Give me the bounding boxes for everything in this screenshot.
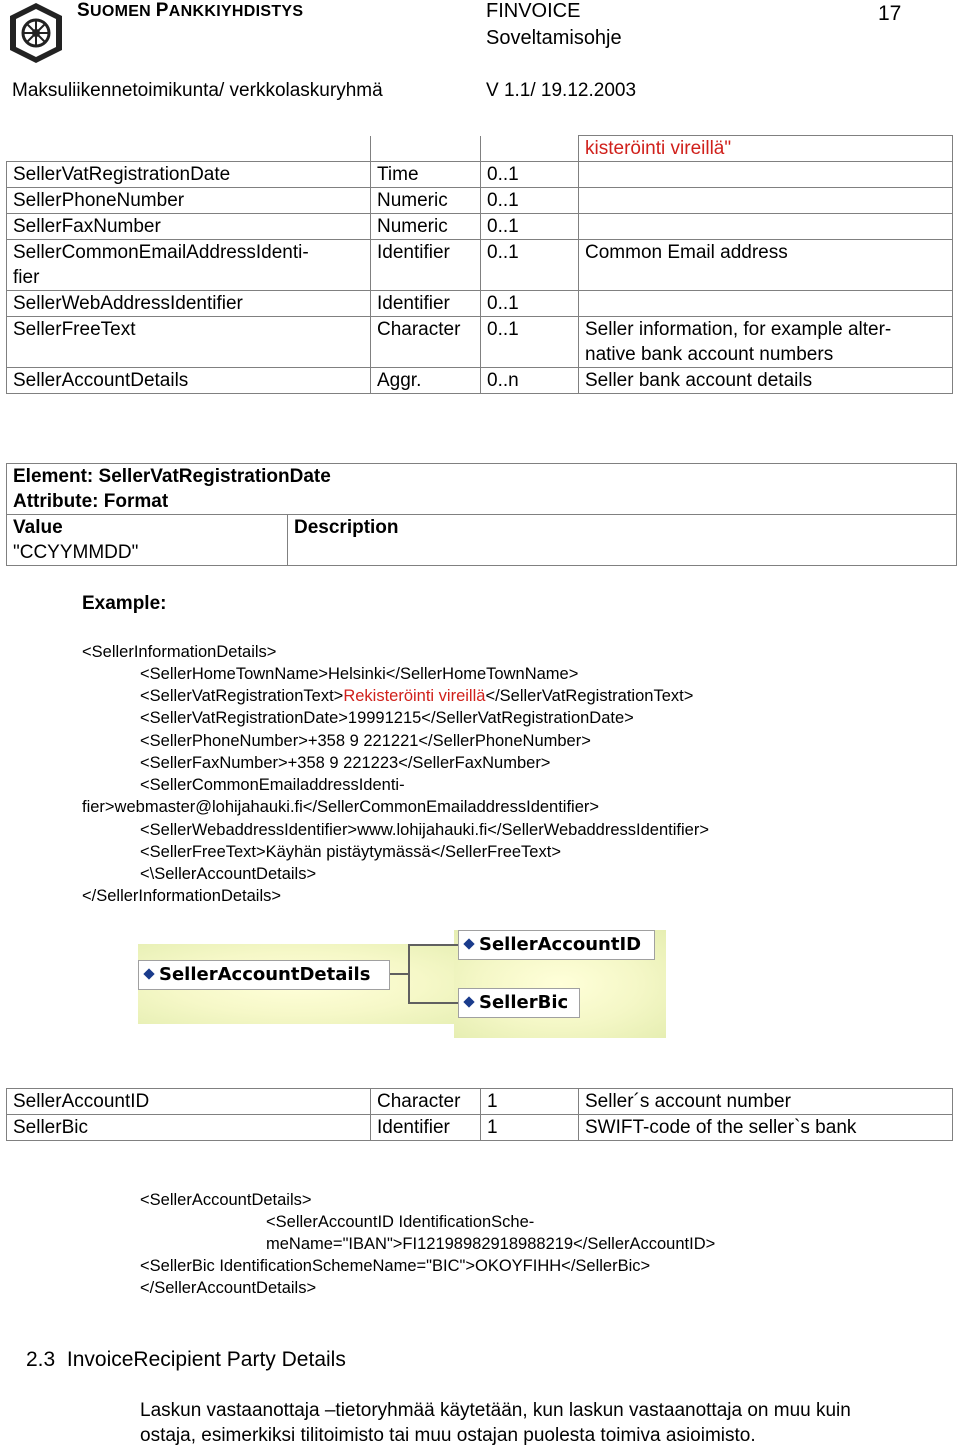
description-cell: SWIFT-code of the seller`s bank xyxy=(579,1115,953,1141)
table-row xyxy=(7,1089,953,1115)
section-paragraph: Laskun vastaanottaja –tietoryhmää käytetään, kun laskun vastaanottaja on muu kuin ostaja, esimerkiksi tilitoimisto tai muu ostajan puolesta toimiva asioimisto. xyxy=(140,1400,851,1446)
type-cell: Identifier xyxy=(371,240,481,291)
element-node-icon xyxy=(463,996,474,1007)
table-row xyxy=(7,291,953,317)
attribute-label: Attribute: Format xyxy=(7,489,957,515)
type-cell: Identifier xyxy=(371,291,481,317)
type-cell: Aggr. xyxy=(371,368,481,394)
type-cell: Time xyxy=(371,162,481,188)
diagram-node-child: SellerAccountID xyxy=(458,930,655,960)
example-line: <SellerVatRegistrationDate>19991215</SellerVatRegistrationDate> xyxy=(140,709,634,727)
account-example-line: <SellerAccountDetails> xyxy=(140,1191,312,1209)
section-heading: 2.3 InvoiceRecipient Party Details xyxy=(26,1348,346,1371)
committee-name: Maksuliikennetoimikunta/ verkkolaskuryhmä xyxy=(12,80,383,101)
description-header: Description xyxy=(288,515,957,541)
example-line: <SellerFreeText>Käyhän pistäytymässä</SellerFreeText> xyxy=(140,843,561,861)
example-line: <\SellerAccountDetails> xyxy=(140,865,317,883)
occurrence-cell: 0..n xyxy=(481,368,579,394)
occurrence-cell: 1 xyxy=(481,1089,579,1115)
example-line: <SellerVatRegistrationText>Rekisteröinti vireillä</SellerVatRegistrationText> xyxy=(140,687,694,705)
example-line: <SellerWebaddressIdentifier>www.lohijahauki.fi</SellerWebaddressIdentifier> xyxy=(140,821,709,839)
table-row xyxy=(7,317,953,368)
table-row xyxy=(7,188,953,214)
occurrence-cell: 0..1 xyxy=(481,291,579,317)
type-cell: Identifier xyxy=(371,1115,481,1141)
element-attribute-table xyxy=(6,463,957,566)
format-value: "CCYYMMDD" xyxy=(7,540,288,566)
example-line: <SellerPhoneNumber>+358 9 221221</SellerPhoneNumber> xyxy=(140,732,591,750)
description-cell: Seller´s account number xyxy=(579,1089,953,1115)
occurrence-cell: 1 xyxy=(481,1115,579,1141)
description-cell xyxy=(579,291,953,317)
table-row xyxy=(7,214,953,240)
example-line: fier>webmaster@lohijahauki.fi</SellerCommonEmailaddressIdentifier> xyxy=(82,798,600,816)
description-cell xyxy=(579,162,953,188)
occurrence-cell: 0..1 xyxy=(481,240,579,291)
description-cell xyxy=(579,188,953,214)
account-example-line: </SellerAccountDetails> xyxy=(140,1279,317,1297)
table-row xyxy=(7,162,953,188)
type-cell: Numeric xyxy=(371,188,481,214)
element-label: Element: SellerVatRegistrationDate xyxy=(7,464,957,490)
field-name-cell: SellerVatRegistrationDate xyxy=(7,162,371,188)
description-cell: kisteröinti vireillä" xyxy=(579,136,953,162)
field-name-cell: SellerBic xyxy=(7,1115,371,1141)
occurrence-cell: 0..1 xyxy=(481,214,579,240)
element-node-icon xyxy=(463,938,474,949)
schema-diagram xyxy=(138,930,666,1038)
diagram-node-child: SellerBic xyxy=(458,988,580,1018)
description-cell: Common Email address xyxy=(579,240,953,291)
example-line: <SellerHomeTownName>Helsinki</SellerHomeTownName> xyxy=(140,665,579,683)
example-line: <SellerFaxNumber>+358 9 221223</SellerFaxNumber> xyxy=(140,754,551,772)
account-example-line: <SellerBic IdentificationSchemeName="BIC">OKOYFIHH</SellerBic> xyxy=(140,1257,651,1275)
value-header: Value xyxy=(7,515,288,541)
field-name-cell: SellerPhoneNumber xyxy=(7,188,371,214)
table-row xyxy=(7,368,953,394)
page-number: 17 xyxy=(878,2,902,25)
table-row xyxy=(7,136,953,162)
description-cell xyxy=(579,214,953,240)
field-name-cell: SellerAccountID xyxy=(7,1089,371,1115)
description-cell: Seller bank account details xyxy=(579,368,953,394)
example-label: Example: xyxy=(82,593,167,614)
type-cell: Numeric xyxy=(371,214,481,240)
document-subtitle: Soveltamisohje xyxy=(486,27,622,49)
example-line: </SellerInformationDetails> xyxy=(82,887,282,905)
bank-association-logo xyxy=(8,2,64,64)
field-name-cell: SellerFreeText xyxy=(7,317,371,368)
account-example-line: <SellerAccountID IdentificationSche- xyxy=(266,1213,535,1231)
element-node-icon xyxy=(143,968,154,979)
occurrence-cell: 0..1 xyxy=(481,162,579,188)
diagram-node-parent: SellerAccountDetails xyxy=(138,960,390,990)
field-name-cell: SellerWebAddressIdentifier xyxy=(7,291,371,317)
example-line: <SellerCommonEmailaddressIdenti- xyxy=(140,776,405,794)
type-cell: Character xyxy=(371,317,481,368)
field-name-cell: SellerCommonEmailAddressIdenti- fier xyxy=(7,240,371,291)
type-cell: Character xyxy=(371,1089,481,1115)
field-name-cell: SellerFaxNumber xyxy=(7,214,371,240)
description-cell: Seller information, for example alter- native bank account numbers xyxy=(579,317,953,368)
format-description xyxy=(288,540,957,566)
occurrence-cell: 0..1 xyxy=(481,317,579,368)
account-example-line: meName="IBAN">FI12198982918988219</SellerAccountID> xyxy=(266,1235,716,1253)
field-name-cell: SellerAccountDetails xyxy=(7,368,371,394)
occurrence-cell: 0..1 xyxy=(481,188,579,214)
account-fields-table xyxy=(6,1088,953,1141)
table-row xyxy=(7,1115,953,1141)
version-date: V 1.1/ 19.12.2003 xyxy=(486,80,637,101)
seller-fields-table xyxy=(6,135,953,394)
example-line: <SellerInformationDetails> xyxy=(82,643,277,661)
table-row xyxy=(7,240,953,291)
organization-name: SUOMEN PANKKIYHDISTYS xyxy=(77,0,304,21)
document-title: FINVOICE xyxy=(486,0,581,22)
